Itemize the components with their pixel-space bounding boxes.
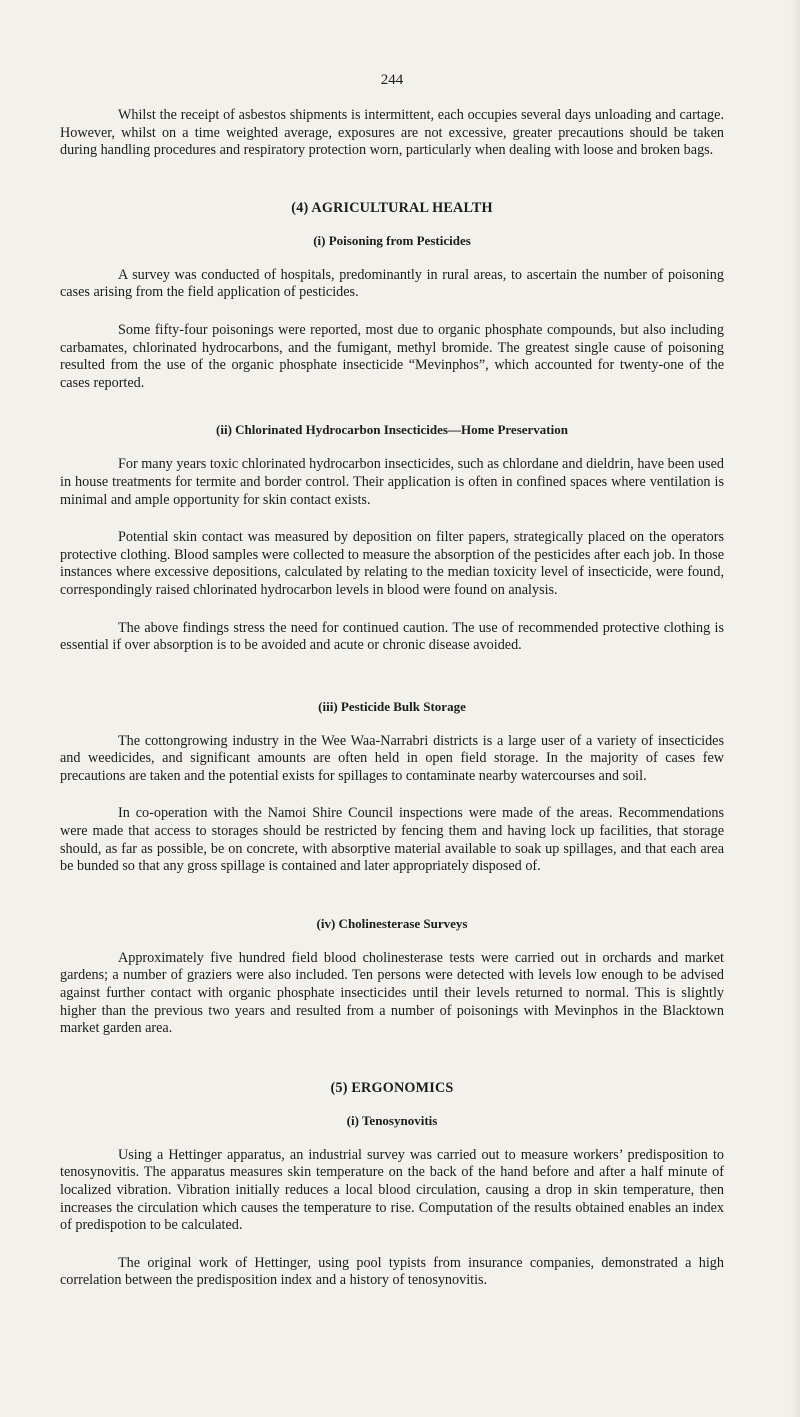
chlorinated-hydrocarbon-heading: (ii) Chlorinated Hydrocarbon Insecticides—Home Preservation — [216, 422, 568, 438]
pesticide-survey-paragraph: A survey was conducted of hospitals, predominantly in rural areas, to ascertain the number of poisoning cases arising from the field application of pesticides. — [60, 266, 724, 301]
termite-treatment-paragraph: For many years toxic chlorinated hydrocarbon insecticides, such as chlordane and dieldrin, have been used in house treatments for termite and border control. Their application is often in confined spaces where ventilation is minimal and ample opportunity for skin contact exists. — [60, 456, 724, 508]
ergonomics-heading: (5) ERGONOMICS — [330, 1079, 454, 1096]
hettinger-apparatus-paragraph: Using a Hettinger apparatus, an industrial survey was carried out to measure workers’ predisposition to tenosynovitis. The apparatus measures skin temperature on the back of the hand before and after a half minute of localized vibration. Vibration initially reduces a local blood circulation, causing a drop in skin temperature, then increases the circulation which causes the temperature to rise. Computation of the results obtained enables an index of predispotion to be calculated. — [60, 1146, 724, 1234]
poisonings-reported-paragraph: Some fifty-four poisonings were reported, most due to organic phosphate compounds, but also including carbamates, chlorinated hydrocarbons, and the fumigant, methyl bromide. The greatest single cause of poisoning resulted from the use of the organic phosphate insecticide “Mevinphos”, which accounted for twenty-one of the cases reported. — [60, 321, 724, 391]
namoi-inspection-paragraph: In co-operation with the Namoi Shire Council inspections were made of the areas. Recommendations were made that access to storages should be restricted by fencing them and having lock up facilities, that storage should, as far as possible, be on concrete, with absorptive material available to soak up spillages, and that each area be bunded so that any gross spillage is contained and later appropriately disposed of. — [60, 805, 724, 875]
cholinesterase-paragraph: Approximately five hundred field blood cholinesterase tests were carried out in orchards and market gardens; a number of graziers were also included. Ten persons were detected with levels low enough to be advised against further contact with organic phosphate insecticides until their levels returned to normal. This is slightly higher than the previous two years and resulted from a number of poisonings with Mevinphos in the Blacktown market garden area. — [60, 949, 724, 1037]
caution-paragraph: The above findings stress the need for continued caution. The use of recommended protective clothing is essential if over absorption is to be avoided and acute or chronic disease avoided. — [60, 619, 724, 654]
agricultural-health-heading: (4) AGRICULTURAL HEALTH — [291, 199, 493, 216]
skin-contact-paragraph: Potential skin contact was measured by deposition on filter papers, strategically placed on the operators protective clothing. Blood samples were collected to measure the absorption of the pesticides after each job. In those instances where excessive depositions, calculated by relating to the median toxicity level of insecticide, were found, correspondingly raised chlorinated hydrocarbon levels in blood were found on analysis. — [60, 529, 724, 598]
page-edge-shadow — [790, 0, 800, 1417]
cholinesterase-heading: (iv) Cholinesterase Surveys — [316, 915, 468, 931]
page-number: 244 — [380, 72, 404, 88]
bulk-storage-heading: (iii) Pesticide Bulk Storage — [318, 698, 466, 714]
tenosynovitis-heading: (i) Tenosynovitis — [346, 1112, 438, 1128]
hettinger-original-work-paragraph: The original work of Hettinger, using pool typists from insurance companies, demonstrated a high correlation between the predisposition index and a history of tenosynovitis. — [60, 1254, 724, 1289]
pesticide-poisoning-heading: (i) Poisoning from Pesticides — [313, 232, 471, 248]
intro-paragraph: Whilst the receipt of asbestos shipments is intermittent, each occupies several days unloading and cartage. However, whilst on a time weighted average, exposures are not excessive, greater precautions should be taken during handling procedures and respiratory protection worn, particularly when dealing with loose and broken bags. — [60, 107, 724, 159]
cottongrowing-paragraph: The cottongrowing industry in the Wee Waa-Narrabri districts is a large user of a variety of insecticides and weedicides, and significant amounts are often held in open field storage. In the majority of cases few precautions are taken and the potential exists for spillages to contaminate nearby watercourses and soil. — [60, 732, 724, 784]
